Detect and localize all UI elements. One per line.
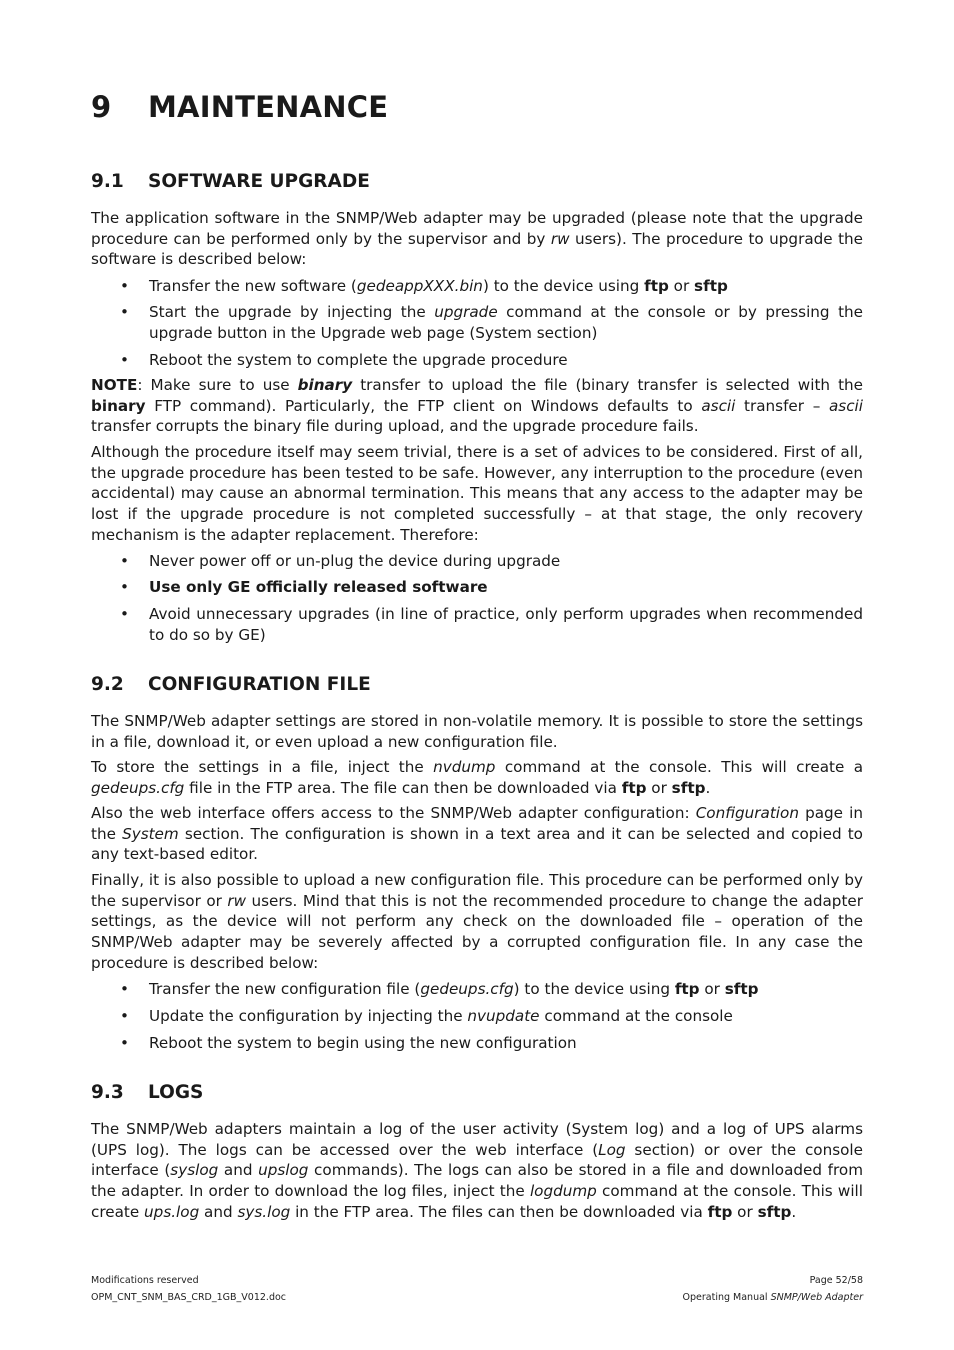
section-heading-configuration-file — [91, 674, 371, 695]
paragraph-config-intro: The SNMP/Web adapter settings are stored in non-volatile memory. It is possible to store the settings in a file, download it, or even upload a new configuration file. — [91, 712, 863, 751]
footer-manual-title: Operating Manual SNMP/Web Adapter — [682, 1292, 863, 1303]
footer-modifications: Modifications reserved — [91, 1275, 199, 1286]
bullet-icon: • — [120, 351, 129, 369]
chapter-number: 9 — [91, 90, 112, 124]
list-item: • Use only GE officially released software — [120, 578, 488, 596]
list-item: • Avoid unnecessary upgrades (in line of practice, only perform upgrades when recommended to do so by GE) — [120, 605, 863, 644]
section-number: 9.2 — [91, 674, 124, 695]
bullet-icon: • — [120, 578, 129, 596]
bullet-icon: • — [120, 605, 129, 623]
chapter-heading — [91, 90, 388, 124]
footer-filename: OPM_CNT_SNM_BAS_CRD_1GB_V012.doc — [91, 1292, 287, 1303]
list-item: • Never power off or un-plug the device during upgrade — [120, 552, 561, 570]
bullet-icon: • — [120, 552, 129, 570]
bullet-icon: • — [120, 1007, 129, 1025]
list-item: • Transfer the new software (gedeappXXX.bin) to the device using ftp or sftp — [120, 277, 728, 295]
paragraph-upload-config: Finally, it is also possible to upload a new configuration file. This procedure can be performed only by the supervisor or rw users. Mind that this is not the recommended procedure to change the adapter settings, as the device will not perform any check on the downloaded file – operation of the SNMP/Web adapter may be severely affected by a corrupted configuration file. In any case the procedure is described below: — [91, 871, 863, 972]
footer-page-number: Page 52/58 — [809, 1275, 863, 1286]
section-number: 9.3 — [91, 1082, 124, 1103]
bullet-icon: • — [120, 303, 129, 321]
list-item: • Update the configuration by injecting the nvupdate command at the console — [120, 1007, 733, 1025]
list-item: • Transfer the new configuration file (gedeups.cfg) to the device using ftp or sftp — [120, 980, 759, 998]
paragraph-note: NOTE: Make sure to use binary transfer to upload the file (binary transfer is selected with the binary FTP command). Particularly, the FTP client on Windows defaults to ascii transfer – ascii transfer corrupts the binary file during upload, and the upgrade procedure fails. — [91, 376, 863, 436]
section-title: LOGS — [148, 1082, 204, 1103]
section-heading-logs — [91, 1082, 203, 1103]
paragraph-web-config: Also the web interface offers access to the SNMP/Web adapter configuration: Configuration page in the System section. The configuration is shown in a text area and it can be selected and copied to any text-based editor. — [91, 804, 863, 864]
section-title: SOFTWARE UPGRADE — [148, 171, 370, 192]
paragraph-logs: The SNMP/Web adapters maintain a log of the user activity (System log) and a log of UPS alarms (UPS log). The logs can be accessed over the web interface (Log section) or over the console interface (syslog and upslog commands). The logs can also be stored in a file and downloaded from the adapter. In order to download the log files, inject the logdump command at the console. This will create ups.log and sys.log in the FTP area. The files can then be downloaded via ftp or sftp. — [91, 1120, 863, 1221]
bullet-icon: • — [120, 1034, 129, 1052]
chapter-title: MAINTENANCE — [148, 90, 389, 124]
paragraph-nvdump: To store the settings in a file, inject the nvdump command at the console. This will create a gedeups.cfg file in the FTP area. The file can then be downloaded via ftp or sftp. — [91, 758, 863, 797]
paragraph-advice: Although the procedure itself may seem trivial, there is a set of advices to be considered. First of all, the upgrade procedure has been tested to be safe. However, any interruption to the procedure (even accidental) may cause an abnormal termination. This means that any access to the adapter may be lost if the upgrade procedure is not completed successfully – at that stage, the only recovery mechanism is the adapter replacement. Therefore: — [91, 443, 863, 544]
section-number: 9.1 — [91, 171, 124, 192]
bullet-icon: • — [120, 980, 129, 998]
list-item: • Reboot the system to complete the upgrade procedure — [120, 351, 568, 369]
section-heading-software-upgrade — [91, 171, 370, 192]
paragraph-upgrade-intro: The application software in the SNMP/Web adapter may be upgraded (please note that the upgrade procedure can be performed only by the supervisor and by rw users). The procedure to upgrade the software is described below: — [91, 209, 863, 269]
bullet-icon: • — [120, 277, 129, 295]
section-title: CONFIGURATION FILE — [148, 674, 371, 695]
list-item: • Start the upgrade by injecting the upgrade command at the console or by pressing the upgrade button in the Upgrade web page (System section) — [120, 303, 863, 342]
list-item: • Reboot the system to begin using the new configuration — [120, 1034, 577, 1052]
